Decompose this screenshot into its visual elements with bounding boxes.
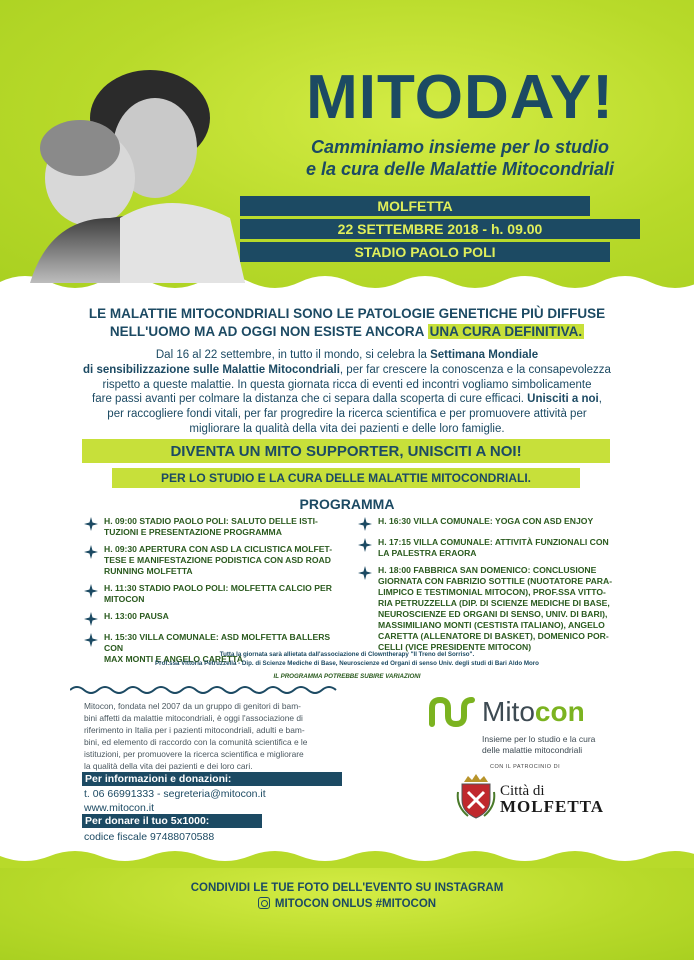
program-warning: IL PROGRAMMA POTREBBE SUBIRE VARIAZIONI (273, 673, 421, 680)
venue-bar: STADIO PAOLO POLI (240, 242, 610, 262)
intro-line-4 (70, 392, 624, 407)
star-bullet-icon (358, 538, 372, 552)
city-bar: MOLFETTA (240, 196, 590, 216)
mitocon-logo (428, 694, 628, 754)
intro-emphasis: Settimana Mondiale (430, 349, 539, 361)
program-item (358, 537, 620, 559)
city-crest-icon (456, 772, 496, 820)
star-bullet-icon (358, 566, 372, 580)
program-item-text (378, 565, 612, 653)
program-item-text (104, 583, 332, 605)
donate-label: Per donare il tuo 5x1000: (82, 814, 262, 828)
intro-line-2 (70, 363, 624, 378)
star-bullet-icon (84, 612, 98, 626)
subtitle-line-1: Camminiamo insieme per lo studio (310, 137, 610, 157)
program-line: RIA PETRUZZELLA (DIP. DI SCIENZE MEDICHE DI BASE, (378, 598, 610, 608)
program-line: LA PALESTRA ERAORA (378, 548, 477, 558)
patronage-label: CON IL PATROCINIO DI (490, 764, 561, 770)
instagram-icon (258, 897, 270, 909)
phone-email[interactable]: t. 06 66991333 - segreteria@mitocon.it (84, 788, 266, 800)
note-line-1: Tutta la giornata sarà allietata dall'associazione di Clowntherapy "Il Treno del Sorriso". (219, 651, 475, 658)
info-donations-label: Per informazioni e donazioni: (82, 772, 342, 786)
intro-text: Dal 16 al 22 settembre, in tutto il mondo, si celebra la (155, 349, 431, 361)
program-line: TUZIONI E PRESENTAZIONE PROGRAMMA (104, 527, 282, 537)
about-mitocon (84, 700, 334, 772)
program-line: LIMPICO E TESTIMONIAL MITOCON), PROF.SSA VITTO- (378, 587, 606, 597)
program-line: RUNNING MOLFETTA (104, 566, 193, 576)
star-bullet-icon (84, 584, 98, 598)
intro-text: , per far crescere la conoscenza e la consapevolezza (339, 363, 611, 376)
program-line: GIORNATA CON FABRIZIO SOTTILE (NUOTATORE PARA- (378, 576, 613, 586)
star-bullet-icon (84, 517, 98, 531)
program-line: NEUROSCIENZE ED ORGANI DI SENSO, UNIV. DI BARI), (378, 609, 608, 619)
program-line: H. 15:30 VILLA COMUNALE: ASD MOLFETTA BALLERS CON (104, 632, 331, 653)
program-line: H. 09:30 APERTURA CON ASD LA CICLISTICA MOLFET- (104, 544, 333, 554)
tagline-line: Insieme per lo studio e la cura (482, 734, 596, 744)
intro-emphasis: di sensibilizzazione sulle Malattie Mitocondriali (83, 363, 340, 376)
headline-text: NELL'UOMO MA AD OGGI NON ESISTE ANCORA (109, 324, 428, 339)
program-left-column (84, 516, 346, 671)
mitocon-logo-name (482, 696, 585, 728)
intro-line-1 (70, 348, 624, 363)
headline (40, 305, 654, 341)
program-line: H. 17:15 VILLA COMUNALE: ATTIVITÀ FUNZIONALI CON (378, 537, 609, 547)
mitocon-logo-icon (428, 694, 476, 730)
intro-text: fare passi avanti per colmare la distanza che ci separa dalla scoperta di cure efficaci. (92, 393, 528, 406)
program-line: H. 13:00 PAUSA (104, 611, 169, 621)
program-line: MITOCON (104, 594, 145, 604)
about-line: la qualità della vita dei pazienti e dei loro cari. (84, 761, 253, 771)
event-title: MITODAY! (306, 63, 614, 132)
about-line: Mitocon, fondata nel 2007 da un gruppo di genitori di bam- (84, 701, 301, 711)
star-bullet-icon (358, 517, 372, 531)
logo-name-part: Mito (482, 696, 535, 727)
program-line: CELLI (VICE PRESIDENTE MITOCON) (378, 642, 532, 652)
about-line: istituzioni, per promuovere la ricerca scientifica e migliorare (84, 749, 304, 759)
footer-banner (0, 862, 694, 960)
headline-line-1: LE MALATTIE MITOCONDRIALI SONO LE PATOLOGIE GENETICHE PIÙ DIFFUSE (88, 306, 606, 321)
program-line: H. 18:00 FABBRICA SAN DOMENICO: CONCLUSIONE (378, 565, 597, 575)
program-item (84, 611, 346, 626)
headline-highlight: UNA CURA DEFINITIVA. (429, 324, 583, 339)
wave-divider (70, 684, 340, 696)
hero-photo (30, 68, 245, 283)
city-label: Città di (500, 783, 545, 799)
intro-line-6: migliorare la qualità della vita dei pazienti e delle loro famiglie. (189, 422, 505, 435)
mitocon-tagline (482, 734, 595, 756)
program-line: H. 16:30 VILLA COMUNALE: YOGA CON ASD ENJOY (378, 516, 594, 526)
program-item-text (104, 611, 169, 622)
program-item (84, 544, 346, 577)
footer-wave-edge (0, 844, 694, 868)
program-item-text (104, 516, 318, 538)
intro-line-3: rispetto a queste malattie. In questa giornata ricca di eventi ed incontri vogliamo simbolicamente (102, 378, 592, 391)
about-line: bini affetti da malattie mitocondriali, è oggi l'associazione di (84, 713, 303, 723)
program-item (358, 565, 620, 653)
tagline-line: delle malattie mitocondriali (482, 745, 583, 755)
subtitle-line-2: e la cura delle Malattie Mitocondriali (305, 159, 615, 179)
headline-line-2 (40, 323, 654, 341)
study-banner: PER LO STUDIO E LA CURA DELLE MALATTIE MITOCONDRIALI. (112, 468, 580, 488)
note-line-2: Prof.ssa Vittoria Petruzzella - Dip. di Scienze Mediche di Base, Neuroscienze ed Organi di senso Univ. degli studi di Bari Aldo Moro (155, 660, 539, 667)
program-item (84, 583, 346, 605)
about-line: riferimento in Italia per i pazienti mitocondriali, adulti e bam- (84, 725, 305, 735)
program-item-text (378, 537, 609, 559)
city-of-molfetta (500, 784, 604, 814)
program-line: H. 11:30 STADIO PAOLO POLI: MOLFETTA CALCIO PER (104, 583, 332, 593)
program-line: MAX MONTI E ANGELO CARETTA (104, 654, 243, 664)
program-line: CARETTA (ALLENATORE DI BASKET), DOMENICO POR- (378, 631, 609, 641)
program-right-column (358, 516, 620, 659)
logo-name-part: con (534, 696, 585, 727)
city-name: MOLFETTA (500, 797, 605, 816)
intro-text: , (598, 393, 602, 406)
program-item-text (378, 516, 593, 527)
instagram-handle[interactable] (0, 897, 694, 910)
intro-paragraph (70, 348, 624, 437)
website-link[interactable]: www.mitocon.it (84, 802, 155, 814)
program-item (358, 516, 620, 531)
share-photos-text: CONDIVIDI LE TUE FOTO DELL'EVENTO SU INSTAGRAM (190, 882, 504, 894)
date-bar: 22 SETTEMBRE 2018 - h. 09.00 (240, 219, 640, 239)
program-line: H. 09:00 STADIO PAOLO POLI: SALUTO DELLE ISTI- (104, 516, 318, 526)
program-item (84, 516, 346, 538)
program-line: TESE E MANIFESTAZIONE PODISTICA CON ASD ROAD (104, 555, 331, 565)
program-notes (100, 650, 594, 681)
event-subtitle (245, 136, 675, 180)
intro-emphasis: Unisciti a noi (527, 393, 599, 406)
intro-line-5: per raccogliere fondi vitali, per far progredire la ricerca scientifica e per promuovere attività per (107, 408, 587, 421)
star-bullet-icon (84, 545, 98, 559)
program-title: PROGRAMMA (299, 496, 395, 512)
supporter-banner: DIVENTA UN MITO SUPPORTER, UNISCITI A NOI! (82, 439, 610, 463)
program-line: MASSIMILIANO MONTI (CESTISTA ITALIANO), ANGELO (378, 620, 605, 630)
star-bullet-icon (84, 633, 98, 647)
instagram-handle-text: MITOCON ONLUS #MITOCON (274, 898, 437, 910)
about-line: bini, ed elemento di raccordo con la comunità scientifica e le (84, 737, 308, 747)
fiscal-code: codice fiscale 97488070588 (84, 831, 215, 843)
program-item-text (104, 544, 332, 577)
